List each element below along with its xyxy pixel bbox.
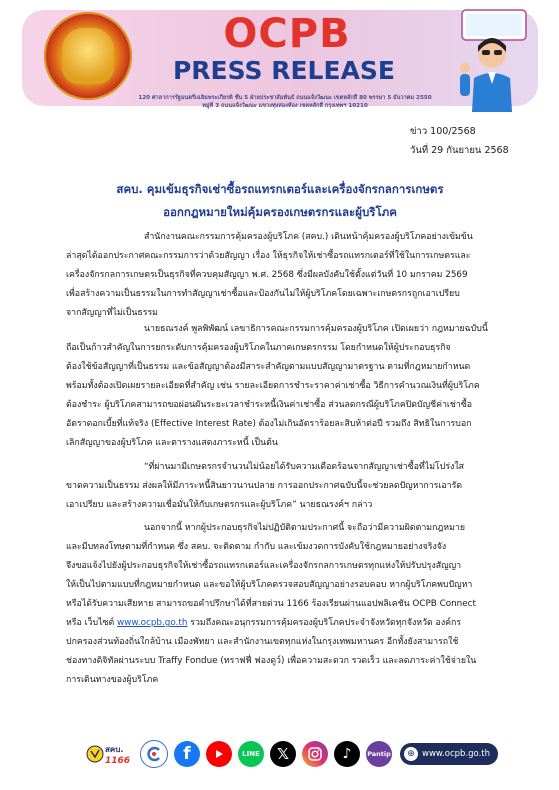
ocpb-seal-icon	[44, 12, 132, 100]
paragraph-2	[66, 320, 514, 453]
link-suffix: รวมถึงคณะอนุกรรมการคุ้มครองผู้บริโภคประจำจังหวัดทุกจังหวัด องค์กร	[187, 618, 462, 628]
paragraph-line: พร้อมทั้งต้องเปิดเผยรายละเอียดที่สำคัญ เช่น รายละเอียดการชำระราคาค่าเช่าซื้อ วิธีการคำนวณเงินที่ผู้บริโภค	[66, 381, 480, 391]
paragraph-4	[66, 519, 514, 690]
news-number: ข่าว 100/2568	[410, 126, 476, 137]
paragraph-line: ต้องชำระ ผู้บริโภคสามารถขอผ่อนผันระยะเวลาชำระหนี้เงินค่าเช่าซื้อ ส่วนลดกรณีผู้บริโภคปิดบัญชีค่าเช่าซื้อ	[66, 400, 473, 410]
paragraph-line: เลิกสัญญาของผู้บริโภค และตารางแสดงภาระหนี้ เป็นต้น	[66, 438, 278, 448]
ocpb-connect-icon[interactable]	[140, 740, 168, 768]
header-subtitle: PRESS RELEASE	[172, 56, 395, 85]
social-footer	[86, 740, 498, 768]
headline-line2: ออกกฎหมายใหม่คุ้มครองเกษตรกรและผู้บริโภค	[163, 205, 397, 219]
paragraph-line: และมีบทลงโทษตามที่กำหนด ซึ่ง สคบ. จะติดตาม กำกับ และเข้มงวดการบังคับใช้กฎหมายอย่างจริงจัง	[66, 542, 447, 552]
paragraph-line: ช่องทางดิจิทัลผ่านระบบ Traffy Fondue (ทราฟฟี่ ฟองดูว์) เพื่อความสะดวก รวดเร็ว และลดภาระค่าใช้จ่ายใน	[66, 656, 477, 666]
paragraph-3-quote	[66, 458, 514, 515]
paragraph-line: เครื่องจักรกลการเกษตรเป็นธุรกิจที่ควบคุมสัญญา พ.ศ. 2568 ซึ่งมีผลบังคับใช้ตั้งแต่วันที่ 10 มกราคม 2569	[66, 270, 468, 280]
paragraph-line: จึงขอแจ้งไปยังผู้ประกอบธุรกิจให้เช่าซื้อรถแทรกเตอร์และเครื่องจักรกลการเกษตรทุกแห่งให้ปรับปรุงสัญญา	[66, 561, 462, 571]
paragraph-line: สำนักงานคณะกรรมการคุ้มครองผู้บริโภค (สคบ.) เดินหน้าคุ้มครองผู้บริโภคอย่างเข้มข้น	[144, 232, 473, 242]
hotline-badge[interactable]	[86, 741, 134, 767]
paragraph-line: อัตราดอกเบี้ยที่แท้จริง (Effective Interest Rate) ต้องไม่เกินอัตราร้อยละสิบห้าต่อปี รวมถึง สิทธิในการบอก	[66, 419, 472, 429]
website-link[interactable]: www.ocpb.go.th	[117, 618, 188, 628]
header-address-line2: หมู่ที่ 3 ถนนแจ้งวัฒนะ แขวงทุ่งสองห้อง เขตหลักสี่ กรุงเทพฯ 10210	[202, 103, 368, 109]
seal-emblem	[62, 28, 114, 84]
paragraph-line: ให้เป็นไปตามแบบที่กฎหมายกำหนด และขอให้ผู้บริโภคตรวจสอบสัญญาอย่างรอบคอบ หากผู้บริโภคพบปัญหา	[66, 580, 473, 590]
website-badge[interactable]	[400, 743, 498, 765]
paragraph-line: ขาดความเป็นธรรม ส่งผลให้มีภาระหนี้สินยาวนานปลาย การออกประกาศฉบับนี้จะช่วยลดปัญหาการเอารัด	[66, 481, 463, 491]
mascot-icon	[452, 8, 532, 112]
instagram-icon[interactable]	[302, 741, 328, 767]
paragraph-line: นอกจากนี้ หากผู้ประกอบธุรกิจไม่ปฏิบัติตามประกาศนี้ จะถือว่ามีความผิดตามกฎหมาย	[144, 523, 466, 533]
paragraph-line: ล่าสุดได้ออกประกาศคณะกรรมการว่าด้วยสัญญา เรื่อง ให้ธุรกิจให้เช่าซื้อรถแทรกเตอร์ที่ใช้ในการเกษตรและ	[66, 251, 471, 261]
headline-line1: สคบ. คุมเข้มธุรกิจเช่าซื้อรถแทรกเตอร์และเครื่องจักรกลการเกษตร	[116, 182, 444, 196]
line-icon[interactable]: LINE	[238, 741, 264, 767]
link-prefix: หรือ เว็บไซต์	[66, 618, 118, 628]
globe-icon: ⊕	[404, 747, 418, 761]
paragraph-line: หรือได้รับความเสียหาย สามารถขอคำปรึกษาได้ที่สายด่วน 1166 ร้องเรียนผ่านแอปพลิเคชัน OCPB Connect	[66, 599, 476, 609]
facebook-icon[interactable]: f	[174, 741, 200, 767]
paragraph-1	[66, 228, 514, 323]
pantip-icon[interactable]: Pantip	[366, 741, 392, 767]
hotline-number: 1166	[105, 756, 131, 766]
news-date: วันที่ 29 กันยายน 2568	[410, 145, 509, 156]
paragraph-line: ต้องใช้ข้อสัญญาที่เป็นธรรม และข้อสัญญาต้องมีสาระสำคัญตามแบบสัญญามาตรฐาน ตามที่กฎหมายกำหนด	[66, 362, 471, 372]
paragraph-line: “ที่ผ่านมามีเกษตรกรจำนวนไม่น้อยได้รับความเดือดร้อนจากสัญญาเช่าซื้อที่ไม่โปร่งใส	[144, 462, 465, 472]
website-label: www.ocpb.go.th	[422, 749, 491, 759]
tiktok-icon[interactable]: ♪	[334, 741, 360, 767]
paragraph-line: ปกครองส่วนท้องถิ่นใกล้บ้าน เมืองพัทยา และสำนักงานเขตทุกแห่งในกรุงเทพมหานคร อีกทั้งยังสามารถใช้	[66, 637, 459, 647]
x-icon[interactable]: 𝕏	[270, 741, 296, 767]
paragraph-line: เอาเปรียบ และสร้างความเชื่อมั่นให้กับเกษตรกรและผู้บริโภค” นายธณรงค์ฯ กล่าว	[66, 500, 373, 510]
header-title: OCPB	[223, 11, 351, 57]
paragraph-line: การเดินทางของผู้บริโภค	[66, 675, 159, 685]
paragraph-line: เพื่อสร้างความเป็นธรรมในการทำสัญญาเช่าซื้อและป้องกันไม่ให้ผู้บริโภคโดยเฉพาะเกษตรกรถูกเอาเปรียบ	[66, 289, 460, 299]
paragraph-line: จากสัญญาที่ไม่เป็นธรรม	[66, 308, 158, 318]
paragraph-line: นายธณรงค์ พูลพิพัฒน์ เลขาธิการคณะกรรมการคุ้มครองผู้บริโภค เปิดเผยว่า กฎหมายฉบับนี้	[144, 324, 488, 334]
hotline-label: สคบ.	[105, 745, 124, 754]
header-address-line1: 120 ศาลาการรัฐมนตรีเฉลิมพระเกียรติ ชั้น 5 ฝ่ายประชาสัมพันธ์ ถนนแจ้งวัฒนะ เขตหลักสี่ 80 พรรษา 5 ธันวาคม 2550	[138, 95, 432, 101]
paragraph-line-with-link	[66, 614, 514, 633]
paragraph-line: ถือเป็นก้าวสำคัญในการยกระดับการคุ้มครองผู้บริโภคในภาคเกษตรกรรม โดยกำหนดให้ผู้ประกอบธุรกิจ	[66, 343, 451, 353]
youtube-icon[interactable]	[206, 741, 232, 767]
